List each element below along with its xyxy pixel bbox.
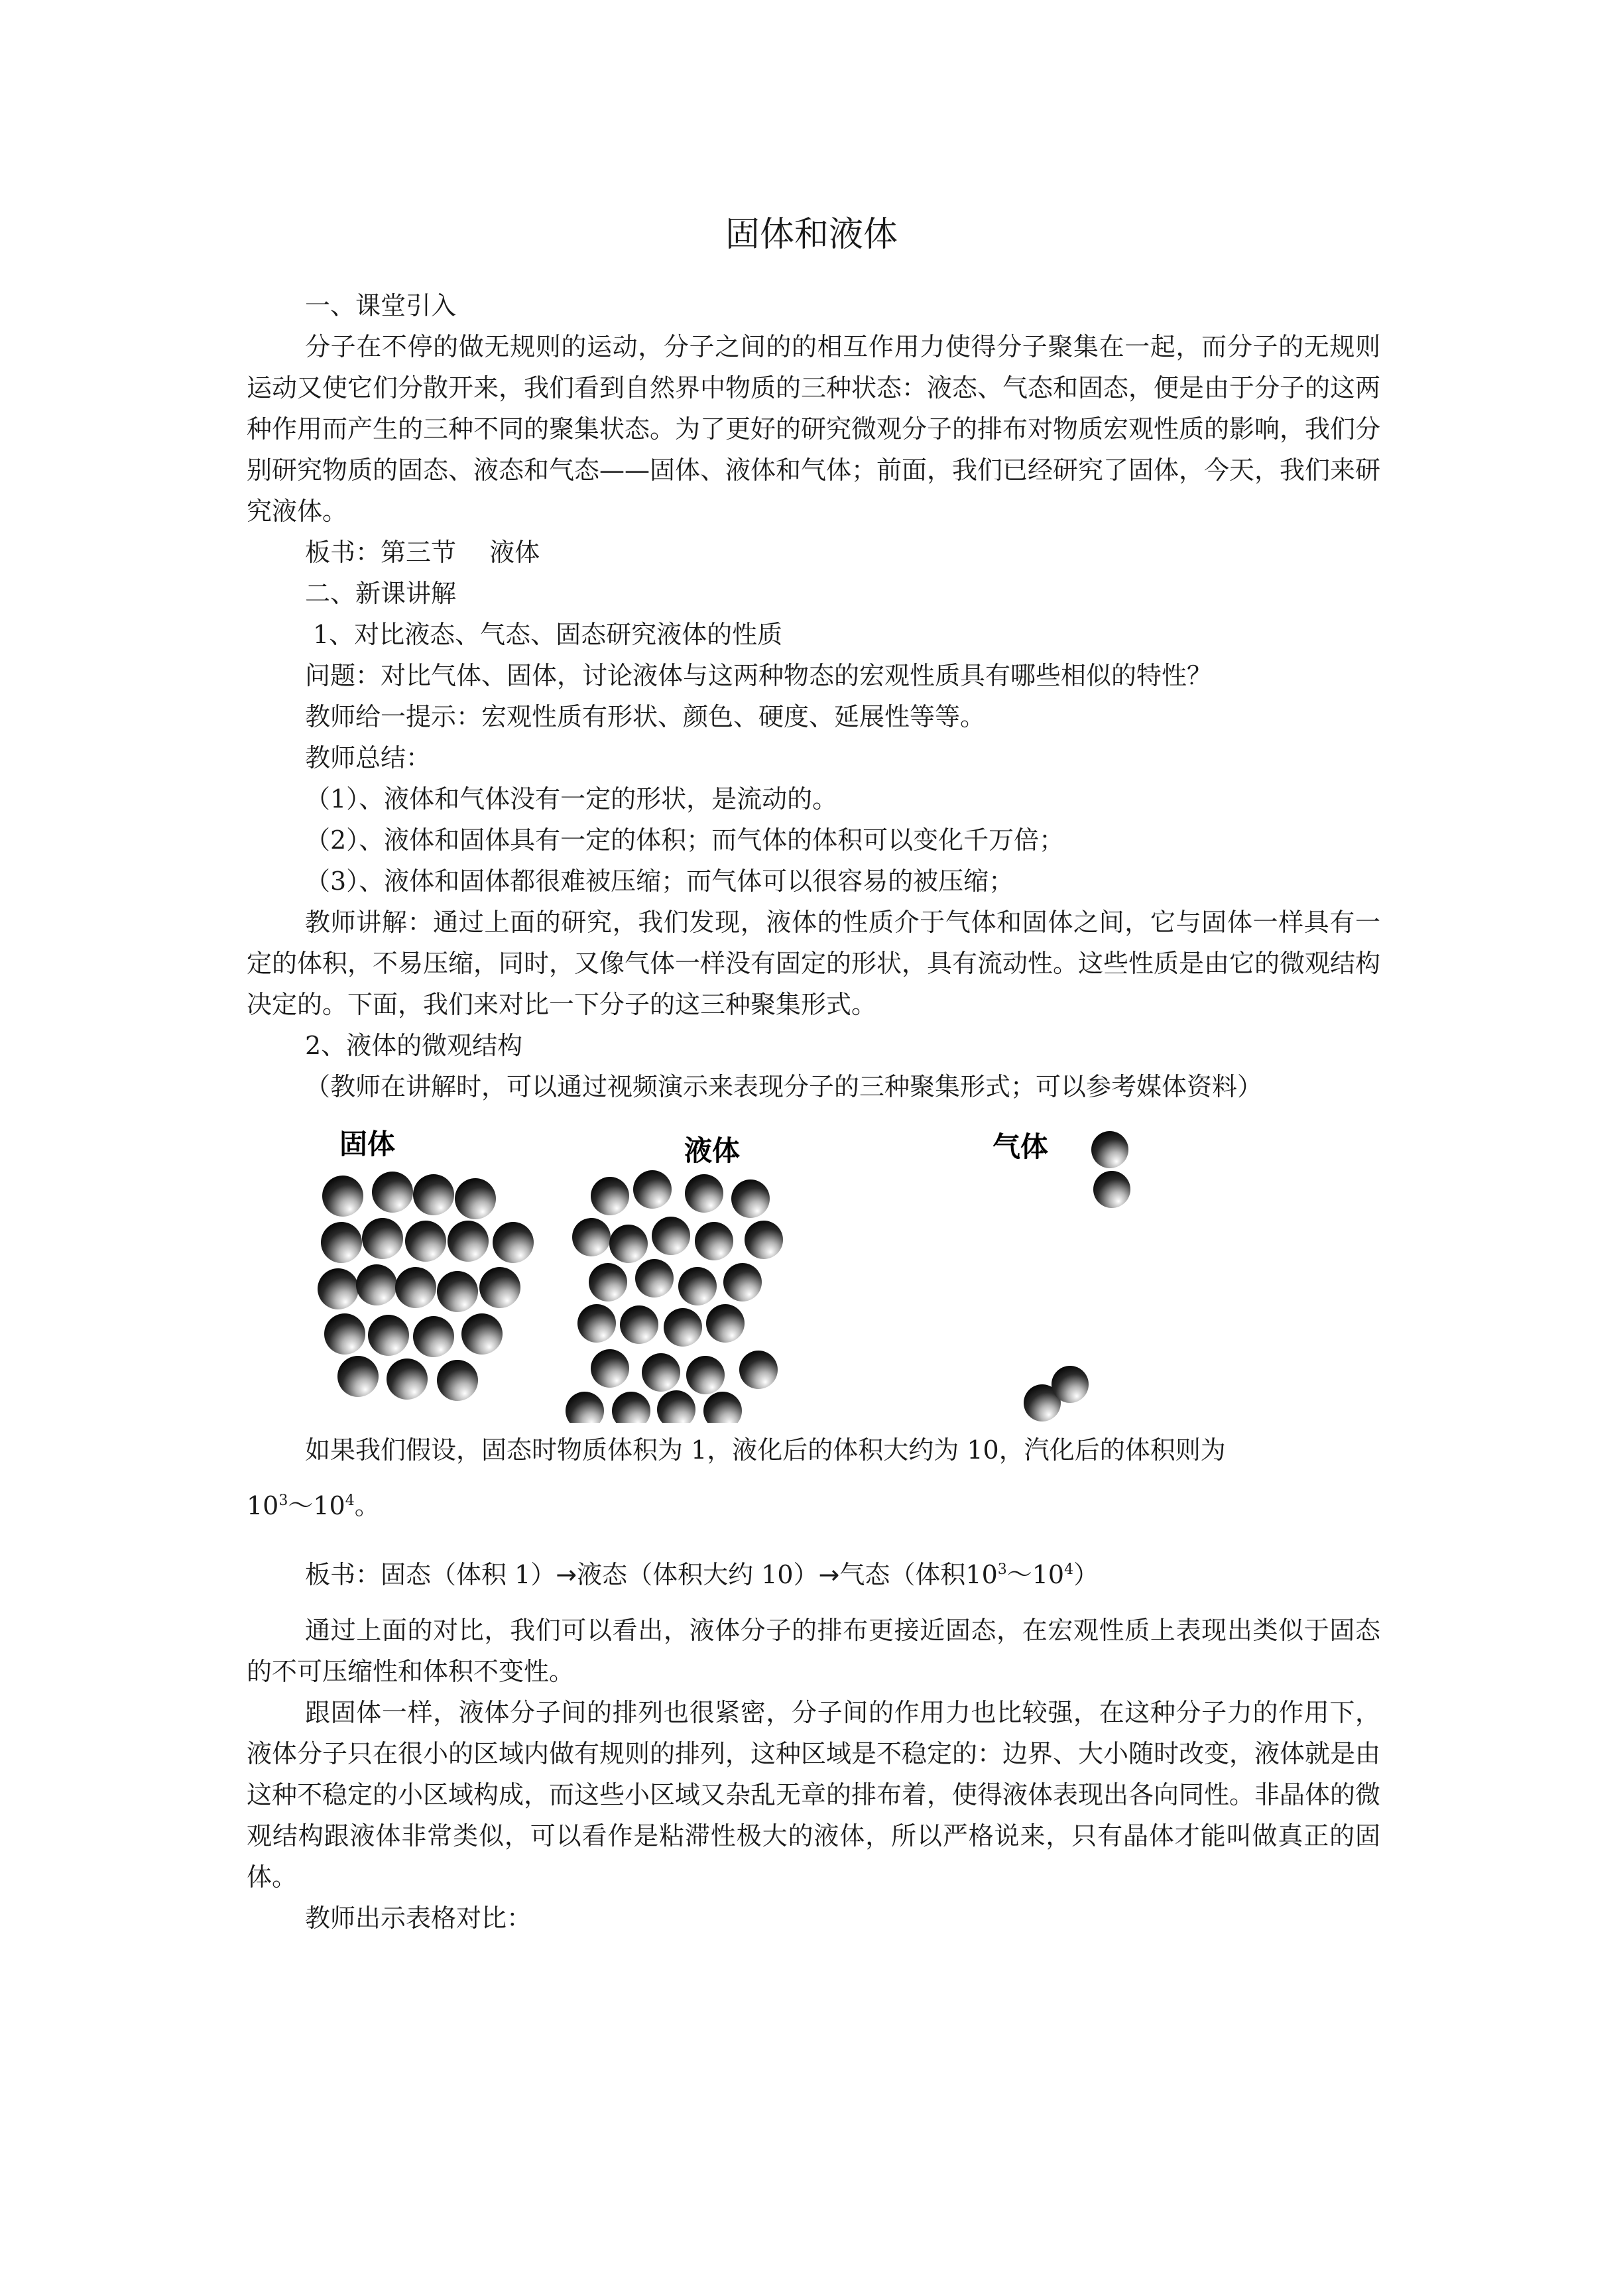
molecule: [686, 1356, 725, 1394]
molecule-diagram: [247, 1111, 1380, 1423]
point-2-heading: 2、液体的微观结构: [305, 1031, 523, 1060]
board2-solid: 板书：固态（体积 1）: [305, 1560, 556, 1589]
molecule: [739, 1351, 778, 1389]
explain-paragraph: 教师讲解：通过上面的研究，我们发现，液体的性质介于气体和固体之间，它与固体一样具有一定的体积，不易压缩，同时，又像气体一样没有固定的形状，具有流动性。这些性质是由它的微观结构决定的。下面，我们来对比一下分子的这三种聚集形式。: [247, 908, 1381, 1019]
molecule: [678, 1267, 717, 1305]
molecule: [695, 1222, 733, 1260]
molecule: [455, 1178, 496, 1219]
molecule: [685, 1174, 723, 1213]
molecule: [405, 1221, 446, 1262]
gas-molecules: [1024, 1131, 1130, 1421]
molecule: [723, 1263, 762, 1301]
molecule: [591, 1177, 629, 1215]
range-exp-1: 3: [278, 1492, 288, 1509]
molecule: [652, 1217, 690, 1255]
gas-label: 气体: [992, 1130, 1049, 1163]
molecule: [413, 1174, 454, 1215]
arrow-icon: →: [818, 1560, 840, 1589]
liquid-molecules: [566, 1170, 783, 1423]
molecule: [566, 1392, 604, 1423]
molecule: [1052, 1366, 1089, 1403]
solid-molecules: [318, 1172, 534, 1401]
intro-paragraph: 分子在不停的做无规则的运动，分子之间的的相互作用力使得分子聚集在一起，而分子的无规则运动又使它们分散开来，我们看到自然界中物质的三种状态：液态、气态和固态，便是由于分子的这两种作用而产生的三种不同的聚集状态。为了更好的研究微观分子的排布对物质宏观性质的影响，我们分别研究物质的固态、液态和气态——固体、液体和气体；前面，我们已经研究了固体，今天，我们来研究液体。: [247, 332, 1381, 526]
table-intro: 教师出示表格对比：: [305, 1903, 532, 1933]
molecule: [493, 1222, 534, 1263]
molecule: [437, 1360, 478, 1401]
board2-liquid: 液态（体积大约 10）: [577, 1560, 819, 1589]
compare-paragraph: 通过上面的对比，我们可以看出，液体分子的排布更接近固态，在宏观性质上表现出类似于固态的不可压缩性和体积不变性。: [247, 1616, 1380, 1686]
section-heading-intro: 一、课堂引入: [305, 291, 457, 320]
molecule: [318, 1268, 359, 1309]
molecule: [368, 1315, 409, 1356]
molecule: [448, 1221, 489, 1262]
molecule: [1093, 1171, 1130, 1208]
range-end: 。: [354, 1491, 380, 1520]
board2-gas: 气态（体积10: [839, 1560, 998, 1589]
molecule: [479, 1267, 520, 1308]
summary-item-3: （3）、液体和固体都很难被压缩；而气体可以很容易的被压缩；: [305, 867, 1014, 896]
question-text: 问题：对比气体、固体，讨论液体与这两种物态的宏观性质具有哪些相似的特性？: [305, 661, 1213, 690]
molecule: [620, 1305, 658, 1344]
molecule: [706, 1304, 745, 1343]
solid-label: 固体: [339, 1128, 396, 1160]
molecule: [356, 1264, 397, 1305]
molecule: [413, 1316, 454, 1357]
molecule: [572, 1218, 611, 1256]
molecule: [577, 1304, 616, 1343]
hint-text: 教师给一提示：宏观性质有形状、颜色、硬度、延展性等等。: [305, 702, 986, 731]
molecule: [324, 1313, 365, 1355]
range-base: 10: [247, 1491, 279, 1520]
board2-mid: ～10: [1006, 1560, 1065, 1589]
section-heading-lesson: 二、新课讲解: [305, 579, 457, 608]
molecule: [731, 1179, 770, 1218]
molecule: [372, 1172, 413, 1213]
molecule: [461, 1313, 503, 1355]
assumption-range: [247, 1485, 1380, 1526]
board2-end: ）: [1073, 1560, 1099, 1589]
molecule: [395, 1267, 436, 1308]
molecule: [589, 1263, 627, 1301]
molecule: [703, 1392, 742, 1423]
structure-paragraph: 跟固体一样，液体分子间的排列也很紧密，分子间的作用力也比较强，在这种分子力的作用下，液体分子只在很小的区域内做有规则的排列，这种区域是不稳定的：边界、大小随时改变，液体就是由这种不稳定的小区域构成，而这些小区域又杂乱无章的排布着，使得液体表现出各向同性。非晶体的微观结构跟液体非常类似，可以看作是粘滞性极大的液体，所以严格说来，只有晶体才能叫做真正的固体。: [247, 1698, 1381, 1892]
board2-exp-2: 4: [1064, 1561, 1074, 1578]
molecule: [642, 1353, 680, 1392]
molecule: [612, 1392, 650, 1423]
range-mid: ～10: [288, 1491, 345, 1520]
molecule: [321, 1222, 362, 1263]
molecule: [437, 1271, 478, 1312]
summary-item-2: （2）、液体和固体具有一定的体积；而气体的体积可以变化千万倍；: [305, 825, 1065, 855]
point-1-heading: 1、对比液态、气态、固态研究液体的性质: [313, 620, 783, 649]
molecule: [1091, 1131, 1128, 1168]
board-note-2: [247, 1554, 1380, 1595]
summary-item-1: （1）、液体和气体没有一定的形状，是流动的。: [305, 784, 838, 814]
molecule: [664, 1308, 702, 1347]
range-exp-2: 4: [345, 1492, 355, 1509]
molecule: [387, 1359, 428, 1400]
molecule: [633, 1170, 672, 1209]
liquid-label: 液体: [684, 1134, 741, 1167]
summary-label: 教师总结：: [305, 743, 432, 772]
arrow-icon: →: [556, 1560, 577, 1589]
molecule: [609, 1225, 648, 1263]
document-body: [247, 285, 1380, 1939]
molecule: [745, 1221, 783, 1259]
molecule: [635, 1259, 674, 1298]
molecule: [337, 1356, 379, 1397]
molecule: [322, 1176, 363, 1217]
molecule-figure: [247, 1111, 1380, 1423]
board-note-1: 板书：第三节 液体: [305, 538, 540, 567]
page-title: 固体和液体: [725, 215, 898, 255]
board2-exp-1: 3: [997, 1561, 1007, 1578]
molecule: [591, 1349, 629, 1388]
molecule: [362, 1218, 403, 1259]
molecule: [657, 1390, 695, 1423]
assumption-line: 如果我们假设，固态时物质体积为 1，液化后的体积大约为 10，汽化后的体积则为: [305, 1435, 1226, 1465]
note-text: （教师在讲解时，可以通过视频演示来表现分子的三种聚集形式；可以参考媒体资料）: [305, 1072, 1263, 1101]
